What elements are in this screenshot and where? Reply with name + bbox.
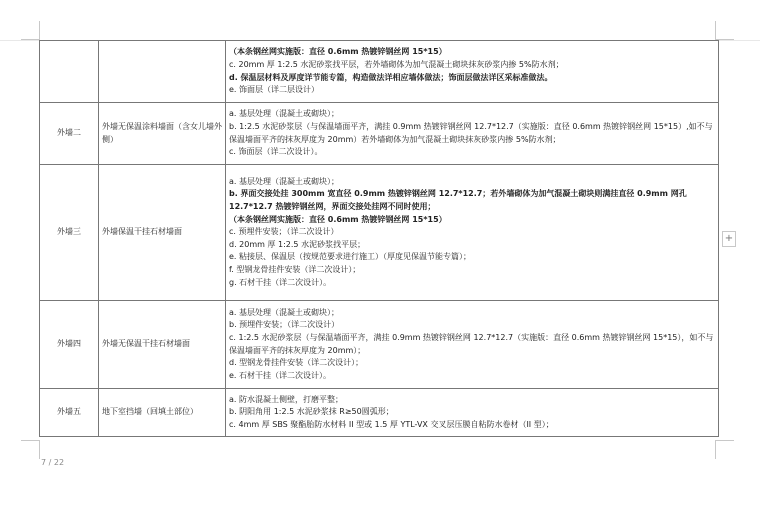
step-line: d. 20mm 厚 1:2.5 水泥砂浆找平层；: [229, 239, 366, 249]
wall-description-cell: 外墙无保温干挂石材墙面: [99, 301, 226, 389]
table-row: [40, 389, 719, 437]
step-line: e. 粘接层、保温层（按规范要求进行施工）（厚度见保温节能专篇）；: [229, 252, 472, 262]
step-line: a. 基层处理（混凝土或砌块）；: [229, 176, 339, 186]
add-column-button[interactable]: [722, 231, 736, 247]
table-row: [40, 41, 719, 103]
step-line: c. 4mm 厚 SBS 聚酯胎防水材料 II 型或 1.5 厚 YTL-VX 交叉层压膜自粘防水卷材（II 型）；: [229, 419, 554, 429]
step-line: e. 石材干挂（详二次设计）。: [229, 370, 332, 380]
construction-steps-cell: [226, 103, 719, 165]
step-line: b. 预埋件安装；（详二次设计）: [229, 320, 340, 330]
crop-mark-bottom-left: [21, 440, 40, 459]
wall-code-cell: 外墙二: [40, 103, 99, 165]
wall-construction-table: [39, 40, 719, 437]
crop-mark-top-right: [715, 21, 734, 40]
table-row: [40, 103, 719, 165]
step-line: （本条钢丝网实施版：直径 0.6mm 热镀锌钢丝网 15*15）: [229, 47, 447, 57]
wall-description-cell: 外墙保温干挂石材墙面: [99, 165, 226, 301]
step-line: f. 型钢龙骨挂件安装（详二次设计）；: [229, 264, 361, 274]
crop-mark-bottom-right: [715, 440, 734, 459]
step-line: c. 1:2.5 水泥砂浆层（与保温墙面平齐，满挂 0.9mm 热镀锌钢丝网 12.7*12.7（实施版：直径 0.6mm 热镀锌钢丝网 15*15），如不与保温墙面平齐的抹灰厚度为 20mm）；: [229, 332, 714, 355]
wall-description-cell: 地下室挡墙（回填土部位）: [99, 389, 226, 437]
step-line: a. 防水混凝土侧壁，打磨平整；: [229, 394, 343, 404]
step-line: （本条钢丝网实施版：直径 0.6mm 热镀锌钢丝网 15*15）: [229, 214, 447, 224]
wall-code-cell: [40, 41, 99, 103]
construction-steps-cell: [226, 165, 719, 301]
step-line: d. 型钢龙骨挂件安装（详二次设计）；: [229, 358, 364, 368]
plus-icon: +: [724, 233, 734, 244]
step-line: g. 石材干挂（详二次设计）。: [229, 277, 332, 287]
construction-steps-cell: [226, 41, 719, 103]
step-line: b. 界面交接处挂 300mm 宽直径 0.9mm 热镀锌钢丝网 12.7*12.7；若外墙砌体为加气混凝土砌块则满挂直径 0.9mm 网孔 12.7*12.7 热镀锌钢丝网，界面交接处挂网不同时使用；: [229, 189, 687, 212]
wall-code-cell: 外墙五: [40, 389, 99, 437]
construction-steps-cell: [226, 301, 719, 389]
wall-description-cell: 外墙无保温涂料墙面（含女儿墙外侧）: [99, 103, 226, 165]
table-row: [40, 301, 719, 389]
wall-code-cell: 外墙三: [40, 165, 99, 301]
page-indicator: 7 / 22: [41, 458, 65, 467]
step-line: b. 阴阳角用 1:2.5 水泥砂浆抹 R≥50圆弧形；: [229, 407, 394, 417]
step-line: e. 饰面层（详二层设计）: [229, 85, 320, 95]
table-row: [40, 165, 719, 301]
crop-mark-top-left: [21, 21, 40, 40]
wall-code-cell: 外墙四: [40, 301, 99, 389]
step-line: a. 基层处理（混凝土或砌块）；: [229, 109, 339, 119]
step-line: c. 20mm 厚 1:2.5 水泥砂浆找平层，若外墙砌体为加气混凝土砌块抹灰砂浆内掺 5%防水剂；: [229, 59, 564, 69]
wall-description-cell: [99, 41, 226, 103]
step-line: c. 饰面层（详二次设计）。: [229, 147, 323, 157]
step-line: d. 保温层材料及厚度详节能专篇，构造做法详相应墙体做法；饰面层做法详区采标准做法。: [229, 72, 553, 82]
construction-steps-cell: [226, 389, 719, 437]
step-line: c. 预埋件安装；（详二次设计）: [229, 227, 339, 237]
step-line: a. 基层处理（混凝土或砌块）；: [229, 307, 339, 317]
step-line: b. 1:2.5 水泥砂浆层（与保温墙面平齐，满挂 0.9mm 热镀锌钢丝网 12.7*12.7（实施版：直径 0.6mm 热镀锌钢丝网 15*15）,如不与保温墙面平齐的抹灰厚度为 20mm）若外墙砌体为加气混凝土砌块抹灰砂浆内掺 5%防水剂；: [229, 121, 713, 144]
